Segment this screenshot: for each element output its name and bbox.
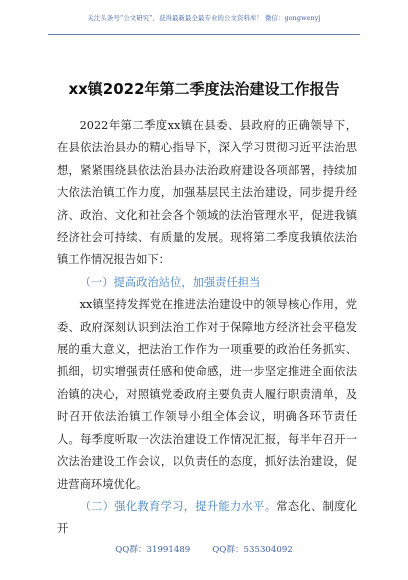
- document-body: [57, 115, 357, 541]
- section-paragraph-2: [57, 496, 357, 541]
- qq-group-2: QQ群：535304092: [212, 545, 293, 555]
- section-heading-2: （二）强化教育学习，提升能力水平。: [79, 499, 277, 513]
- header-divider: [48, 34, 360, 35]
- intro-paragraph: 2022年第二季度xx镇在县委、县政府的正确领导下，在县依法治县办的精心指导下，深入学习贯彻习近平法治思想，紧紧围绕县依法治县办法治政府建设各项部署，持续加大依法治镇工作力度，加强基层民主法治建设，同步提升经济、政治、文化和社会各个领域的法治管理水平，促进我镇经济社会可持续、有质量的发展。现将第二季度我镇依法治镇工作情况报告如下：: [57, 119, 357, 267]
- document-title: xx镇2022年第二季度法治建设工作报告: [68, 80, 340, 98]
- section-paragraph-1: xx镇坚持发挥党在推进法治建设中的领导核心作用，党委、政府深刻认识到法治工作对于保障地方经济社会平稳发展的重大意义，把法治工作作为一项重要的政治任务抓实、抓细，切实增强责任感和使命感，进一步坚定推进全面依法治镇的决心，对照镇党委政府主要负责人履行职责清单，及时召开依法治镇工作领导小组全体会议，明确各环节责任人。每季度听取一次法治建设工作情况汇报，每半年召开一次法治建设工作会议，以负责任的态度，抓好法治建设，促进营商环境优化。: [57, 298, 357, 491]
- header-note: 关注头条号“公文研究”，获得最新最全最专业的公文资料库！ 微信：gongwenyj: [87, 14, 321, 22]
- qq-group-1: QQ群：31991489: [115, 545, 191, 555]
- footer: [0, 543, 408, 555]
- section-paragraph-2-text: 常态化、制度化开: [57, 499, 357, 536]
- section-heading-1: （一）提高政治站位，加强责任担当: [79, 275, 261, 289]
